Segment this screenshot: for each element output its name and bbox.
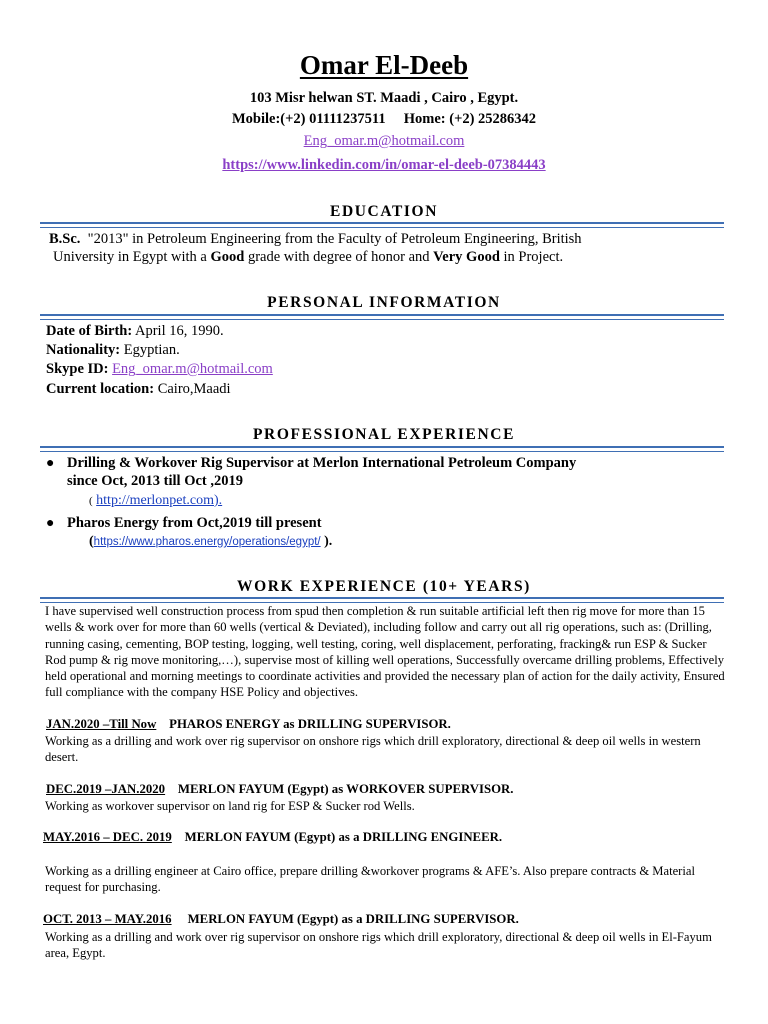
job-3-header <box>43 830 502 845</box>
education-text-2a: University in Egypt with a <box>53 249 207 265</box>
grade: Good <box>210 249 245 265</box>
prof-item-1-line-1: Drilling & Workover Rig Supervisor at Merlon International Petroleum Company <box>67 455 577 471</box>
linkedin-link[interactable]: https://www.linkedin.com/in/omar-el-deeb-07384443 <box>222 157 546 173</box>
paren-open: ( <box>89 534 94 549</box>
skype-link[interactable]: Eng_omar.m@hotmail.com <box>112 361 273 377</box>
education-text-2c: in Project. <box>503 249 564 265</box>
paren-close: ). <box>324 534 333 549</box>
professional-rule <box>40 446 724 452</box>
job-2-title: MERLON FAYUM (Egypt) as WORKOVER SUPERVISOR. <box>177 782 514 796</box>
prof-item-1-link-row <box>89 493 222 509</box>
merlon-link[interactable]: http://merlonpet.com <box>96 493 214 508</box>
education-line-1 <box>49 231 582 248</box>
dob-row <box>46 323 224 340</box>
job-2-header <box>46 782 514 797</box>
skype-row <box>46 361 273 378</box>
candidate-name: Omar El-Deeb <box>299 50 469 80</box>
work-summary: I have supervised well construction process from spud then completion & run suitable artificial left then rig move for more than 15 wells & work over for more than 60 wells (vertical & Deviated), including follow and carry out all rig operations, such as: (Drilling, running casing, cementing, BOP testing, logging, well testing, coring, well displacement, perforating, fracking& run ESP & Sucker Rod pump & rig move monitoring,…), supervise most of killing well operations, Successfully overcame drilling problems, Effectively held operational and morning meetings to coordinate activities and provided the necessary plan of action for the daily activity, Ensured full compliance with the company HSE Policy and objectives. <box>45 604 725 700</box>
dob-label: Date of Birth: <box>46 323 133 339</box>
project-grade: Very Good <box>433 249 500 265</box>
merlon-link-close: ). <box>213 493 223 508</box>
location-row <box>46 381 231 398</box>
paren-open: ( <box>89 495 93 507</box>
education-heading: EDUCATION <box>330 203 438 220</box>
location-value: Cairo,Maadi <box>157 381 231 397</box>
education-text-2b: grade with degree of honor and <box>247 249 430 265</box>
job-3-title: MERLON FAYUM (Egypt) as a DRILLING ENGINEER. <box>184 830 503 844</box>
education-line-2 <box>53 249 563 266</box>
dob-value: April 16, 1990. <box>135 323 224 339</box>
job-4-header <box>43 912 519 927</box>
bullet-icon: ● <box>46 516 55 531</box>
nationality-label: Nationality: <box>46 342 121 358</box>
skype-label: Skype ID: <box>46 361 109 377</box>
job-3-date: MAY.2016 – DEC. 2019 <box>43 830 172 844</box>
job-2-date: DEC.2019 –JAN.2020 <box>46 782 166 796</box>
phone-line <box>0 111 768 128</box>
job-4-desc: Working as a drilling and work over rig supervisor on onshore rigs which drill exploratory, directional & deep oil wells in El-Fayum area, Egypt. <box>45 930 712 961</box>
address: 103 Misr helwan ST. Maadi , Cairo , Egypt. <box>249 90 519 106</box>
education-text-1: "2013" in Petroleum Engineering from the Faculty of Petroleum Engineering, British <box>87 231 582 247</box>
education-rule <box>40 222 724 228</box>
job-1-title: PHAROS ENERGY as DRILLING SUPERVISOR. <box>169 717 451 731</box>
nationality-value: Egyptian. <box>123 342 180 358</box>
pharos-link[interactable]: https://www.pharos.energy/operations/egypt/ <box>93 536 321 548</box>
job-1-date: JAN.2020 –Till Now <box>46 717 157 731</box>
prof-item-1-line-2: since Oct, 2013 till Oct ,2019 <box>67 473 243 489</box>
location-label: Current location: <box>46 381 155 397</box>
job-3-desc: Working as a drilling engineer at Cairo office, prepare drilling &workover programs & AFE’s. Also prepare contracts & Material request for purchasing. <box>45 864 695 895</box>
professional-heading: PROFESSIONAL EXPERIENCE <box>252 426 516 443</box>
bullet-icon: ● <box>46 456 55 471</box>
job-4-date: OCT. 2013 – MAY.2016 <box>43 912 172 926</box>
email-link[interactable]: Eng_omar.m@hotmail.com <box>303 133 465 149</box>
personal-rule <box>40 314 724 320</box>
degree: B.Sc. <box>49 231 81 247</box>
home-number: Home: (+2) 25286342 <box>403 111 537 127</box>
job-1-desc: Working as a drilling and work over rig supervisor on onshore rigs which drill exploratory, directional & deep oil wells in western desert. <box>45 734 701 765</box>
job-2-desc: Working as workover supervisor on land rig for ESP & Sucker rod Wells. <box>45 799 415 813</box>
job-4-title: MERLON FAYUM (Egypt) as a DRILLING SUPERVISOR. <box>187 912 519 926</box>
prof-item-2-line-1: Pharos Energy from Oct,2019 till present <box>67 515 322 531</box>
prof-item-2-link-row <box>89 534 332 550</box>
work-heading: WORK EXPERIENCE (10+ YEARS) <box>237 578 531 595</box>
mobile-number: Mobile:(+2) 01111237511 <box>231 111 386 127</box>
nationality-row <box>46 342 180 359</box>
personal-heading: PERSONAL INFORMATION <box>267 294 501 311</box>
job-1-header <box>46 717 451 732</box>
